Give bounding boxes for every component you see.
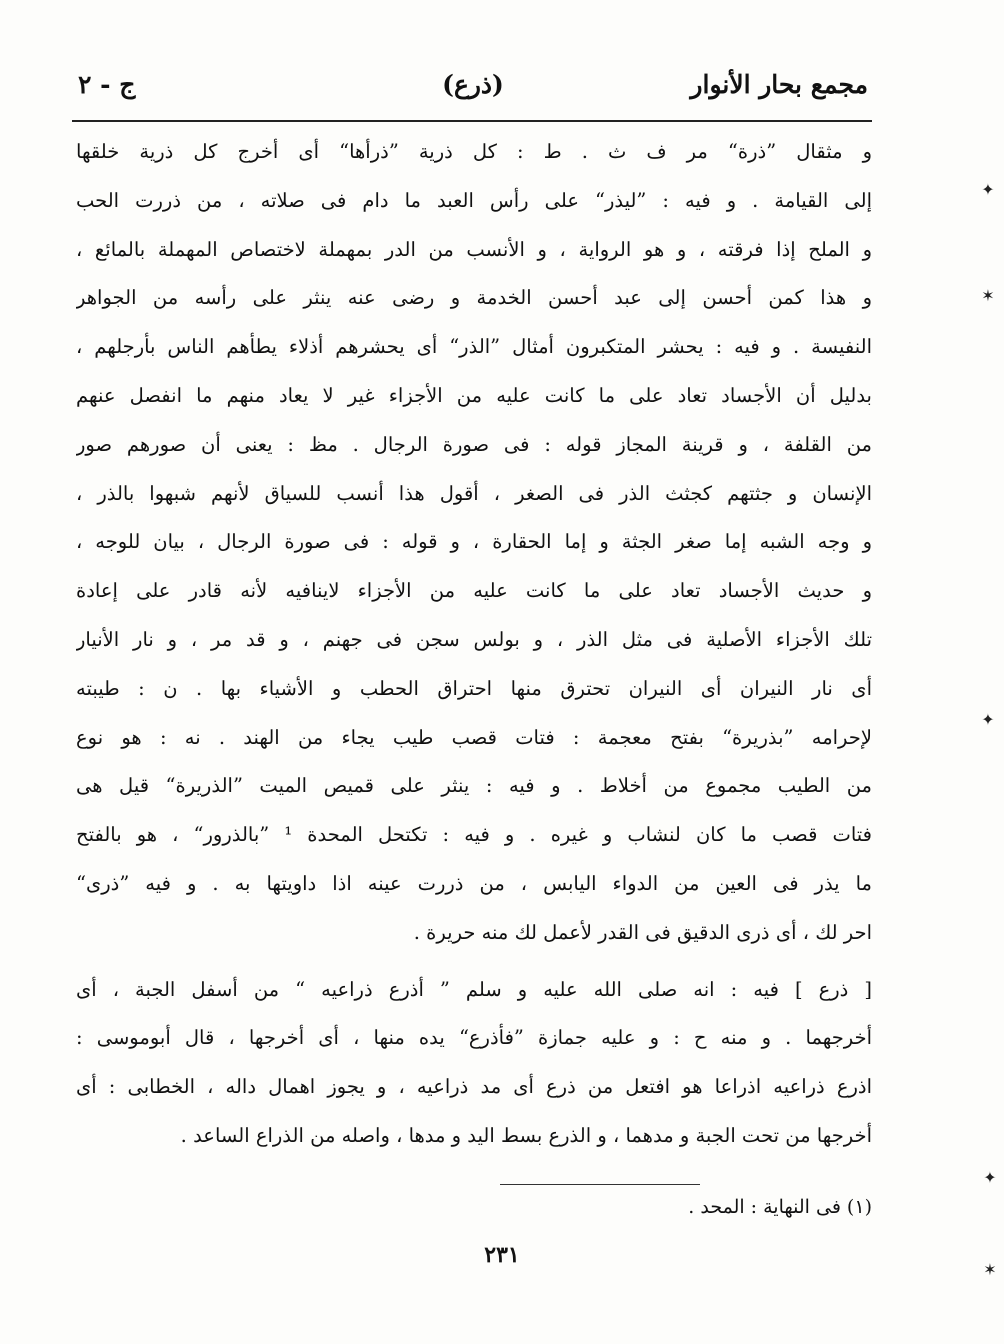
text-line: النفيسة . و فيه : يحشر المتكبرون أمثال ”الذر“ أى يحشرهم أذلاء يطأهم الناس بأرجلهم ، <box>76 335 872 359</box>
footnote-rule <box>500 1184 700 1185</box>
margin-mark-icon: ✶ <box>981 286 995 305</box>
footnote: (١) فى النهاية : المحد . <box>688 1196 872 1218</box>
margin-mark-icon: ✦ <box>981 180 995 199</box>
text-line: احر لك ، أى ذرى الدقيق فى القدر لأعمل لك منه حريرة . <box>413 920 872 944</box>
text-line: من الطيب مجموع من أخلاط . و فيه : ينثر على قميص الميت ”الذريرة“ قيل هى <box>76 774 872 798</box>
text-line: و مثقال ”ذرة“ مر ف ث . ط : كل ذرية ”ذرأها“ أى أخرج كل ذرية خلقها <box>76 140 872 163</box>
text-line: بدليل أن الأجساد تعاد على ما كانت عليه من الأجزاء غير لا يعاد منهم ما انفصل عنهم <box>76 383 872 407</box>
volume-label: ج - ٢ <box>78 70 136 99</box>
text-line: [ ذرع ] فيه : انه صلى الله عليه و سلم ” أذرع ذراعيه “ من أسفل الجبة ، أى <box>76 977 872 1001</box>
text-line: الإنسان و جثتهم كجثث الذر فى الصغر ، أقول هذا أنسب للسياق لأنهم شبهوا بالذر ، <box>76 481 872 505</box>
text-line: إلى القيامة . و فيه : ”ليذر“ على رأس العبد ما دام فى صلاته ، من ذررت الحب <box>76 188 872 212</box>
text-line: اذرع ذراعيه اذراعا هو افتعل من ذرع أى مد ذراعيه ، و يجوز اهمال داله ، الخطابى : أى <box>76 1075 872 1099</box>
margin-mark-icon: ✶ <box>983 1260 997 1279</box>
text-line: لإحرامه ”بذريرة“ بفتح معجمة : فتات قصب طيب يجاء من الهند . نه : هو نوع <box>76 725 872 749</box>
text-line: و هذا كمن أحسن إلى عبد أحسن الخدمة و رضى عنه ينثر على رأسه من الجواهر <box>76 286 872 310</box>
entry-word-heading: (ذرع) <box>442 70 504 99</box>
text-line: و وجه الشبه إما صغر الجثة و إما الحقارة ، و قوله : فى صورة الرجال ، بيان للوجه ، <box>76 530 872 554</box>
margin-mark-icon: ✦ <box>983 1168 997 1187</box>
paragraph-entry-dhara <box>76 966 872 1161</box>
text-line: أى نار النيران أى النيران تحترق منها احتراق الحطب و الأشياء بها . ن : طيبته <box>76 676 872 700</box>
page-body <box>76 128 872 1161</box>
text-line: تلك الأجزاء الأصلية فى مثل الذر ، و بولس سجن فى جهنم ، و قد مر ، و نار الأنيار <box>76 627 872 651</box>
text-line: أخرجهما . و منه ح : و عليه جمازة ”فأذرع“ يده منها ، أى أخرجها ، قال أبوموسى : <box>76 1026 872 1050</box>
text-line: أخرجها من تحت الجبة و مدهما ، و الذرع بسط اليد و مدها ، واصله من الذراع الساعد . <box>180 1123 872 1147</box>
paragraph <box>76 128 872 958</box>
header-rule <box>72 120 872 122</box>
text-line: فتات قصب ما كان لنشاب و غيره . و فيه : تكتحل المحدة ¹ ”بالذرور“ ، هو بالفتح <box>76 823 872 847</box>
page-header <box>78 62 868 114</box>
text-line: و الملح إذا فرقته ، و هو الرواية ، و الأنسب من الدر بمهملة لاختصاص المهملة بالمائع ، <box>76 237 872 261</box>
page-number: ٢٣١ <box>484 1242 520 1268</box>
text-line: من القلفة ، و قرينة المجاز قوله : فى صورة الرجال . مظ : يعنى أن صورهم صور <box>76 432 872 456</box>
text-line: و حديث الأجساد تعاد على ما كانت عليه من الأجزاء لاينافيه لأنه قادر على إعادة <box>76 579 872 603</box>
text-line: ما يذر فى العين من الدواء اليابس ، من ذررت عينه اذا داويتها به . و فيه ”ذرى“ <box>76 871 872 895</box>
margin-mark-icon: ✦ <box>981 710 995 729</box>
book-title: مجمع بحار الأنوار <box>690 70 868 99</box>
